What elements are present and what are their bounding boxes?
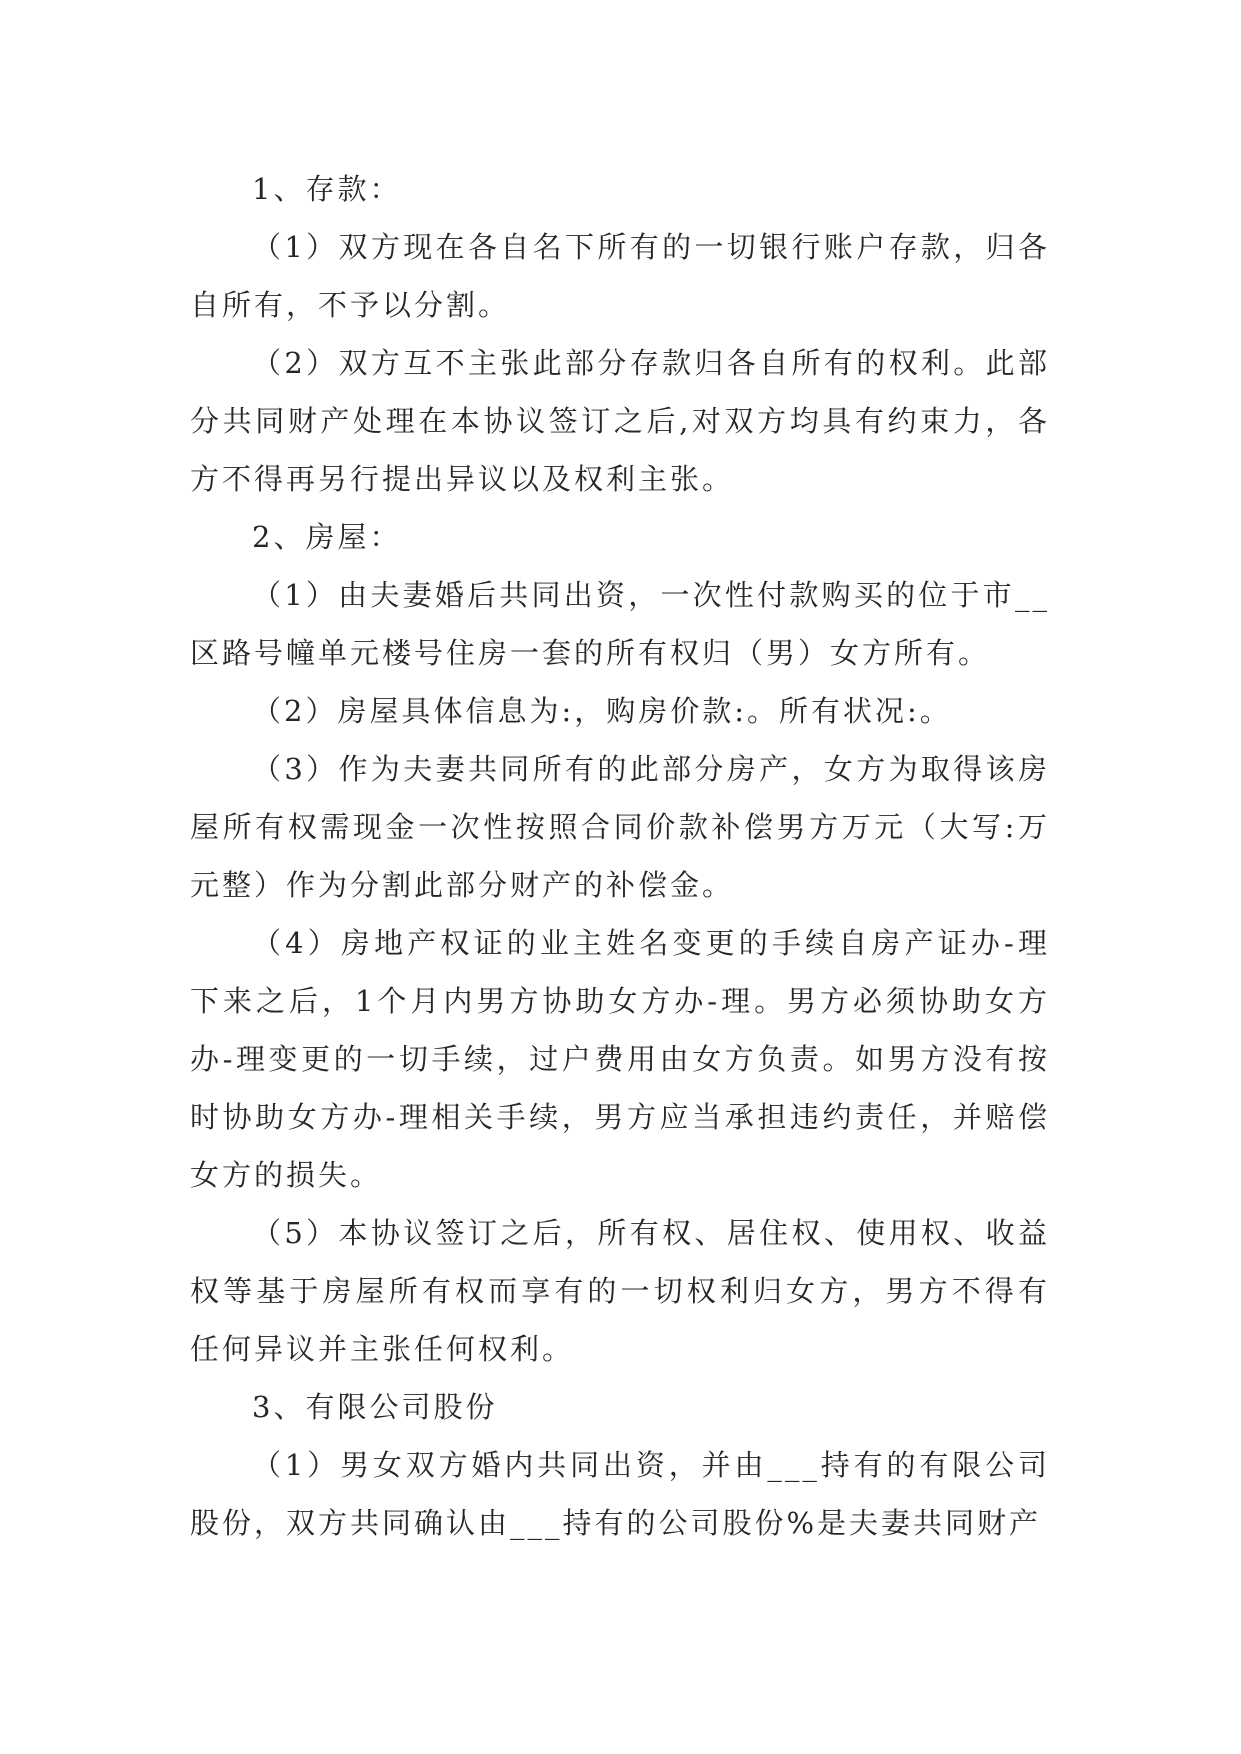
section-heading-company-shares: 3、有限公司股份 bbox=[252, 1390, 498, 1424]
paragraph: （3）作为夫妻共同所有的此部分房产，女方为取得该房屋所有权需现金一次性按照合同价款补偿男方万元（大写:万元整）作为分割此部分财产的补偿金。 bbox=[190, 752, 1050, 902]
document-body bbox=[190, 160, 1050, 1552]
section-heading-deposits: 1、存款： bbox=[252, 172, 402, 206]
paragraph: （1）由夫妻婚后共同出资，一次性付款购买的位于市__区路号幢单元楼号住房一套的所有权归（男）女方所有。 bbox=[190, 578, 1050, 670]
section-heading-house: 2、房屋： bbox=[252, 520, 402, 554]
paragraph: （2）房屋具体信息为:，购房价款:。所有状况:。 bbox=[252, 694, 952, 728]
paragraph: （2）双方互不主张此部分存款归各自所有的权利。此部分共同财产处理在本协议签订之后,对双方均具有约束力，各方不得再另行提出异议以及权利主张。 bbox=[190, 346, 1050, 496]
paragraph: （4）房地产权证的业主姓名变更的手续自房产证办-理下来之后，1个月内男方协助女方办-理。男方必须协助女方办-理变更的一切手续，过户费用由女方负责。如男方没有按时协助女方办-理相关手续，男方应当承担违约责任，并赔偿女方的损失。 bbox=[190, 926, 1050, 1192]
paragraph: （5）本协议签订之后，所有权、居住权、使用权、收益权等基于房屋所有权而享有的一切权利归女方，男方不得有任何异议并主张任何权利。 bbox=[190, 1216, 1050, 1366]
paragraph: （1）男女双方婚内共同出资，并由___持有的有限公司股份，双方共同确认由___持有的公司股份%是夫妻共同财产 bbox=[190, 1448, 1050, 1540]
paragraph: （1）双方现在各自名下所有的一切银行账户存款，归各自所有，不予以分割。 bbox=[190, 230, 1050, 322]
